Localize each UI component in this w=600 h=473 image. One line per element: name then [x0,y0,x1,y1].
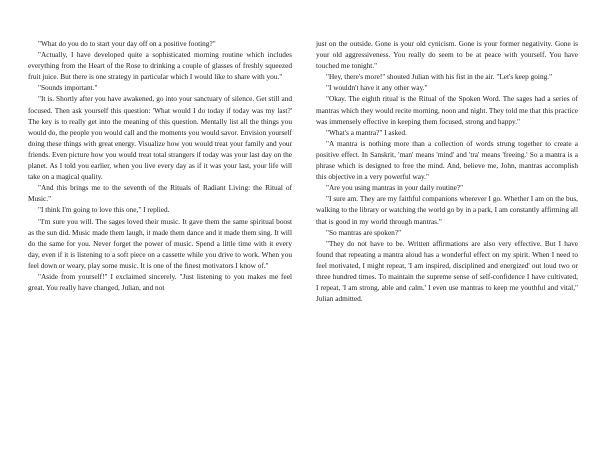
paragraph: "Sounds important." [38,83,98,93]
paragraph: "I sure am. They are my faithful companions wherever I go. Whether I am on the bus, walking to the library or watching the world go by in a park, I am constantly affirming all that is good in my world through mantras." [316,194,578,226]
paragraph: "Aside from yourself!" I exclaimed sincerely. "Just listening to you makes me feel great. You really have changed, Julian, and not [28,271,292,293]
paragraph: "It is. Shortly after you have awakened, go into your sanctuary of silence. Get still and focused. Then ask yourself this question: 'What would I do today if today was my last?' The key is to really get into the meaning of this question. Mentally list all the things you would do, the people you would call and the moments you would savor. Envision yourself doing these things with great energy. Visualize how you would treat your family and your friends. Even picture how you would treat total strangers if today was your last day on the planet. As I told you earlier, when you live every day as if it was your last, your life will take on a magical quality. [28,94,292,182]
paragraph: "I'm sure you will. The sages loved their music. It gave them the same spiritual boost as the sun did. Music made them laugh, it made them dance and it made them sing. It will do the same for you. Never forget the power of music. Spend a little time with it every day, even if it is listening to a soft piece on a cassette while you drive to work. When you feel down or weary, play some music. It is one of the finest motivators I know of." [28,216,292,270]
paragraph: "They do not have to be. Written affirmations are also very effective. But I have found that repeating a mantra aloud has a wonderful effect on my spirit. When I need to feel motivated, I might repeat, 'I am inspired, disciplined and energized' out loud two or three hundred times. To maintain the supreme sense of self-confidence I have cultivated, I repeat, 'I am strong, able and calm.' I even use mantras to keep me youthful and vital," Julian admitted. [316,238,578,304]
paragraph: "Are you using mantras in your daily routine?" [326,183,464,193]
paragraph: "A mantra is nothing more than a collection of words strung together to create a positive effect. In Sanskrit, 'man' means 'mind' and 'tra' means 'freeing.' So a mantra is a phrase which is designed to free the mind. And, believe me, John, mantras accomplish this objective in a very powerful way." [316,138,578,182]
paragraph: "I think I'm going to love this one," I replied. [38,205,170,215]
paragraph: "Okay. The eighth ritual is the Ritual of the Spoken Word. The sages had a series of mantras which they would recite morning, noon and night. They told me that this practice was immensely effective in keeping them focused, strong and happy." [316,94,578,126]
right-text-column [316,38,578,304]
paragraph: "What's a mantra?" I asked. [326,127,407,137]
paragraph: "What do you do to start your day off on a positive footing?" [38,39,216,48]
paragraph: "So mantras are spoken?" [326,227,402,237]
left-text-column [28,38,292,293]
paragraph-continued: just on the outside. Gone is your old cynicism. Gone is your former negativity. Gone is your old aggressiveness. You really do seem to be at peace with yourself. You have touched me tonight." [316,39,578,71]
paragraph: "Hey, there's more!" shouted Julian with his fist in the air. "Let's keep going." [326,72,553,82]
paragraph: "Actually, I have developed quite a sophisticated morning routine which includes everything from the Heart of the Rose to drinking a couple of glasses of freshly squeezed fruit juice. But there is one strategy in particular which I would like to share with you." [28,50,292,82]
paragraph: "And this brings me to the seventh of the Rituals of Radiant Living: the Ritual of Music." [28,183,292,204]
paragraph: "I wouldn't have it any other way." [326,83,428,93]
